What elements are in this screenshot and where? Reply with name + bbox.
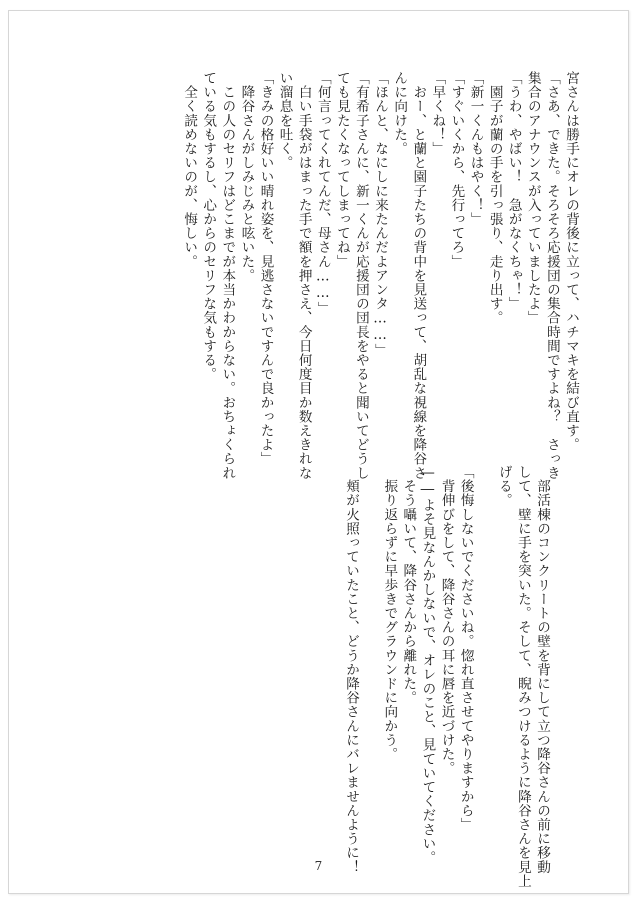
text-line: い溜息を吐く。 — [276, 71, 293, 170]
text-line: 「さあ、できた。そろそろ応援団の集合時間ですよね？ さっき — [543, 71, 560, 480]
text-line: 宮さんは勝手にオレの背後に立って、ハチマキを結び直す。 — [563, 71, 579, 452]
text-line: 降谷さんがしみじみと呟いた。 — [238, 71, 255, 283]
text-line: ――よそ見なんかしないで、オレのこと、見ていてください。 — [419, 465, 436, 865]
text-line: 集合のアナウンスが入っていましたよ」 — [524, 71, 541, 325]
text-line: ている気もするし、心からのセリフな気もする。 — [200, 71, 217, 382]
text-line: 「有希子さんに、新一くんが応援団の団長をやると聞いてどうし — [352, 71, 369, 480]
text-line: して、壁に手を突いた。そして、睨みつけるように降谷さんを見上 — [514, 465, 531, 888]
text-line: 「ほんと、なにしに来たんだよアンタ……」 — [372, 71, 389, 358]
text-line: 白い手袋がはまった手で額を押さえ、今日何度目か数えきれな — [295, 71, 312, 480]
book-page — [8, 10, 629, 894]
text-line — [475, 465, 494, 841]
text-line: 頬が火照っていたこと、どうか降谷さんにバレませんように！ — [343, 465, 360, 874]
text-line: そう囁いて、降谷さんから離れた。 — [400, 465, 417, 705]
text-line: 部活棟のコンクリートの壁を背にして立つ降谷さんの前に移動 — [534, 465, 550, 874]
text-line: 背伸びをして、降谷さんの耳に唇を近づけた。 — [438, 465, 455, 776]
text-line: 園子が蘭の手を引っ張り、走り出す。 — [486, 71, 503, 325]
text-line: 「後悔しないでくださいね。惚れ直させてやりますから」 — [457, 465, 474, 832]
text-line: 「うわ、やばい！ 急がなくちゃ！」 — [505, 71, 522, 311]
text-line: げる。 — [495, 465, 512, 508]
upper-text-block — [179, 71, 580, 480]
lower-text-block — [341, 465, 551, 888]
text-line: んに向けた。 — [391, 71, 408, 156]
text-line: 「新一くんもはやく！」 — [467, 71, 484, 227]
text-line: 「早くね！」 — [429, 71, 446, 156]
text-line: ても見たくなってしまってね」 — [333, 71, 350, 269]
text-line: 「何言ってくれてんだ、母さん……」 — [314, 71, 331, 316]
text-line: おー、と蘭と園子たちの背中を見送って、胡乱な視線を降谷さ — [410, 71, 427, 480]
text-line: 全く読めないのが、悔しい。 — [181, 71, 198, 269]
text-line: 振り返らずに早歩きでグラウンドに向かう。 — [381, 465, 398, 762]
page-number: 7 — [314, 859, 323, 873]
text-line: この人のセリフはどこまでが本当かわからない。おちょくられ — [219, 71, 236, 480]
text-line: 「きみの格好いい晴れ姿を、見逃さないですんで良かったよ」 — [257, 71, 274, 466]
text-line: 「すぐいくから、先行ってろ」 — [448, 71, 465, 269]
text-line — [360, 465, 379, 841]
